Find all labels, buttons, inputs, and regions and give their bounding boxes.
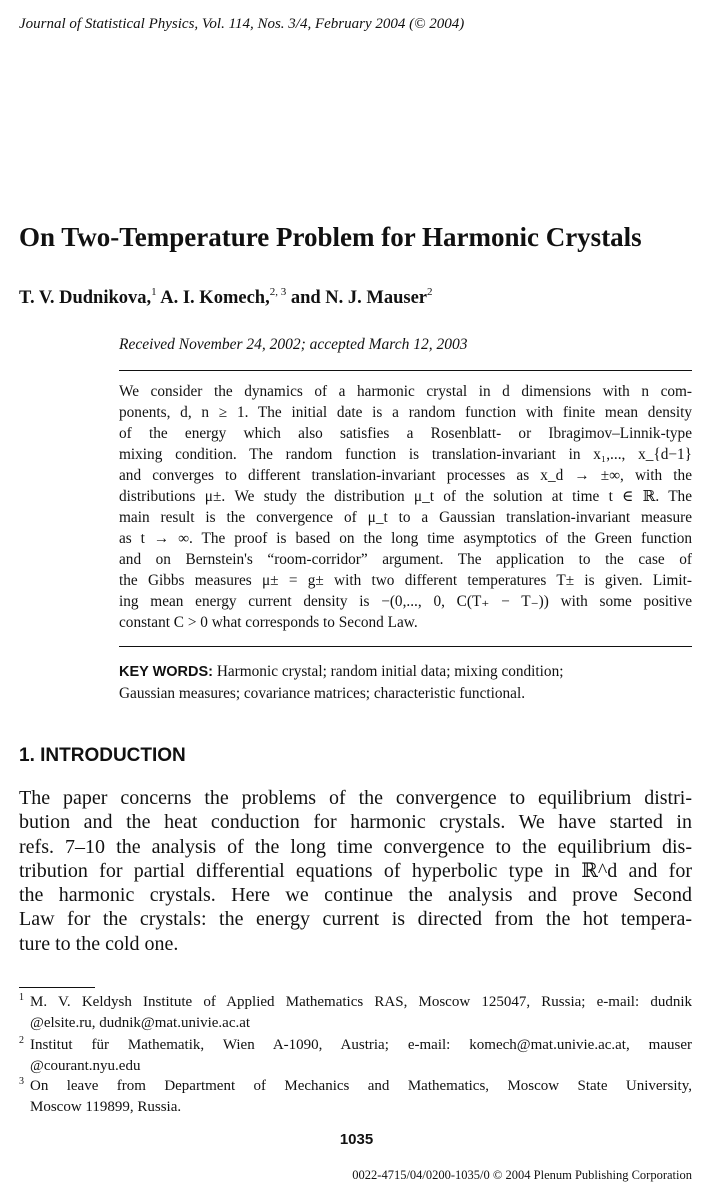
footnote-number: 3 <box>19 1076 24 1087</box>
abstract <box>119 381 692 633</box>
received-dates: Received November 24, 2002; accepted March 12, 2003 <box>119 336 468 353</box>
abstract-line: as t → ∞. The proof is based on the long time asymptotics of the Green function <box>119 530 692 547</box>
footnote-number: 1 <box>19 992 24 1003</box>
abstract-top-rule <box>119 370 692 371</box>
intro-line: The paper concerns the problems of the convergence to equilibrium distri- <box>19 787 692 809</box>
author-name: and N. J. Mauser <box>290 288 428 308</box>
footnote-line: On leave from Department of Mechanics and Mathematics, Moscow State University, <box>30 1078 692 1094</box>
footnote-line: M. V. Keldysh Institute of Applied Mathematics RAS, Moscow 125047, Russia; e-mail: dudnik <box>30 994 692 1010</box>
abstract-line: of the energy which also satisfies a Rosenblatt- or Ibragimov–Linnik-type <box>119 425 692 442</box>
author-affiliation-mark: 1 <box>151 286 157 298</box>
intro-line: bution and the heat conduction for harmonic crystals. We have started in <box>19 811 692 834</box>
keywords <box>119 661 692 704</box>
section-heading: 1. INTRODUCTION <box>19 745 186 766</box>
keywords-text: Harmonic crystal; random initial data; mixing condition; <box>216 663 564 680</box>
abstract-line: distributions μ±. We study the distribution μ_t of the solution at time t ∈ ℝ. The <box>119 488 692 505</box>
keywords-text: Gaussian measures; covariance matrices; characteristic functional. <box>119 685 526 702</box>
intro-line: the harmonic crystals. Here we continue the analysis and prove Second <box>19 884 692 907</box>
intro-line: tribution for partial differential equations of hyperbolic type in ℝ^d and for <box>19 859 692 882</box>
footnote-3 <box>19 1076 692 1117</box>
footnote-line: Institut für Mathematik, Wien A-1090, Austria; e-mail: komech@mat.univie.ac.at, mauser <box>30 1037 692 1053</box>
abstract-line: mixing condition. The random function is translation-invariant in x₁,..., x_{d−1} <box>119 446 692 463</box>
abstract-bottom-rule <box>119 646 692 647</box>
intro-line: ture to the cold one. <box>19 932 179 955</box>
footnote-1 <box>19 992 692 1033</box>
author-list <box>19 286 433 309</box>
abstract-line: and on Bernstein's “room-corridor” argument. The application to the case of <box>119 551 692 568</box>
copyright-line: 0022-4715/04/0200-1035/0 © 2004 Plenum Publishing Corporation <box>352 1168 692 1182</box>
paper-title: On Two-Temperature Problem for Harmonic Crystals <box>19 222 642 252</box>
intro-line: Law for the crystals: the energy current is directed from the hot tempera- <box>19 908 692 931</box>
journal-citation: Journal of Statistical Physics, Vol. 114, Nos. 3/4, February 2004 (© 2004) <box>19 16 465 32</box>
abstract-line: constant C > 0 what corresponds to Second Law. <box>119 614 418 631</box>
author-affiliation-mark: 2 <box>427 286 433 298</box>
page-number: 1035 <box>339 1131 374 1148</box>
abstract-line: main result is the convergence of μ_t to a Gaussian translation-invariant measure <box>119 509 692 526</box>
abstract-line: ing mean energy current density is −(0,..., 0, C(T₊ − T₋)) with some positive <box>119 593 692 610</box>
footnote-line: Moscow 119899, Russia. <box>30 1098 182 1115</box>
footnote-2 <box>19 1035 692 1076</box>
keywords-label: KEY WORDS: <box>119 664 213 680</box>
author-name: A. I. Komech, <box>160 288 270 308</box>
author-affiliation-mark: 2, 3 <box>269 286 287 298</box>
abstract-line: the Gibbs measures μ± = g± with two different temperatures T± is given. Limit- <box>119 572 692 589</box>
footnote-line: @courant.nyu.edu <box>30 1057 141 1074</box>
abstract-line: We consider the dynamics of a harmonic crystal in d dimensions with n com- <box>119 383 692 400</box>
footnote-number: 2 <box>19 1035 24 1046</box>
author-name: T. V. Dudnikova, <box>19 288 152 308</box>
footnote-rule <box>19 987 95 988</box>
intro-paragraph <box>19 786 692 956</box>
intro-line: refs. 7–10 the analysis of the long time convergence to the equilibrium dis- <box>19 835 692 858</box>
abstract-line: ponents, d, n ≥ 1. The initial date is a random function with finite mean density <box>119 404 692 421</box>
abstract-line: and converges to different translation-invariant processes as x_d → ±∞, with the <box>119 467 692 484</box>
footnote-line: @elsite.ru, dudnik@mat.univie.ac.at <box>30 1014 251 1031</box>
